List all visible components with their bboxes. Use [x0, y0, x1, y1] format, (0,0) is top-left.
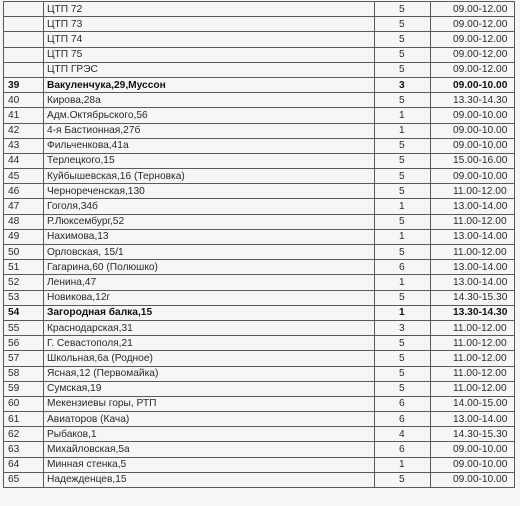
row-number-cell: 40	[4, 93, 44, 108]
count-cell: 6	[375, 412, 431, 427]
address-cell: Г. Севастополя,21	[44, 336, 375, 351]
time-cell: 09.00-10.00	[431, 123, 515, 138]
time-cell: 13.00-14.00	[431, 412, 515, 427]
count-cell: 1	[375, 108, 431, 123]
time-cell: 09.00-12.00	[431, 17, 515, 32]
time-cell: 13.00-14.00	[431, 229, 515, 244]
address-cell: Адм.Октябрьского,56	[44, 108, 375, 123]
count-cell: 6	[375, 396, 431, 411]
count-cell: 4	[375, 427, 431, 442]
table-row	[4, 336, 515, 351]
time-cell: 09.00-12.00	[431, 47, 515, 62]
table-row	[4, 123, 515, 138]
count-cell: 5	[375, 290, 431, 305]
address-cell: Нахимова,13	[44, 229, 375, 244]
row-number-cell: 48	[4, 214, 44, 229]
row-number-cell: 63	[4, 442, 44, 457]
row-number-cell	[4, 17, 44, 32]
row-number-cell: 50	[4, 245, 44, 260]
row-number-cell: 62	[4, 427, 44, 442]
count-cell: 5	[375, 62, 431, 77]
address-cell: Терлецкого,15	[44, 153, 375, 168]
row-number-cell: 61	[4, 412, 44, 427]
table-row	[4, 427, 515, 442]
count-cell: 5	[375, 32, 431, 47]
address-cell: Куйбышевская,16 (Терновка)	[44, 169, 375, 184]
time-cell: 13.30-14.30	[431, 305, 515, 320]
row-number-cell: 64	[4, 457, 44, 472]
time-cell: 11.00-12.00	[431, 184, 515, 199]
address-cell: Загородная балка,15	[44, 305, 375, 320]
count-cell: 6	[375, 442, 431, 457]
row-number-cell: 57	[4, 351, 44, 366]
count-cell: 5	[375, 93, 431, 108]
row-number-cell: 56	[4, 336, 44, 351]
row-number-cell: 41	[4, 108, 44, 123]
address-cell: Школьная,6а (Родное)	[44, 351, 375, 366]
count-cell: 1	[375, 199, 431, 214]
address-cell: Ленина,47	[44, 275, 375, 290]
table-row	[4, 199, 515, 214]
count-cell: 1	[375, 123, 431, 138]
time-cell: 09.00-10.00	[431, 442, 515, 457]
table-row	[4, 153, 515, 168]
time-cell: 15.00-16.00	[431, 153, 515, 168]
time-cell: 11.00-12.00	[431, 366, 515, 381]
table-row	[4, 77, 515, 92]
count-cell: 5	[375, 2, 431, 17]
table-row	[4, 245, 515, 260]
row-number-cell: 55	[4, 320, 44, 335]
time-cell: 09.00-10.00	[431, 138, 515, 153]
address-cell: Чернореченская,130	[44, 184, 375, 199]
count-cell: 5	[375, 169, 431, 184]
table-row	[4, 184, 515, 199]
table-row	[4, 290, 515, 305]
time-cell: 09.00-12.00	[431, 32, 515, 47]
table-row	[4, 138, 515, 153]
address-cell: 4-я Бастионная,27б	[44, 123, 375, 138]
address-cell: Ясная,12 (Первомайка)	[44, 366, 375, 381]
row-number-cell	[4, 47, 44, 62]
row-number-cell: 51	[4, 260, 44, 275]
row-number-cell: 43	[4, 138, 44, 153]
time-cell: 11.00-12.00	[431, 214, 515, 229]
time-cell: 09.00-12.00	[431, 62, 515, 77]
count-cell: 5	[375, 153, 431, 168]
row-number-cell: 65	[4, 472, 44, 487]
time-cell: 09.00-12.00	[431, 2, 515, 17]
count-cell: 1	[375, 275, 431, 290]
table-row	[4, 412, 515, 427]
table-row	[4, 442, 515, 457]
table-row	[4, 214, 515, 229]
row-number-cell: 44	[4, 153, 44, 168]
address-cell: ЦТП ГРЭС	[44, 62, 375, 77]
table-row	[4, 47, 515, 62]
table-row	[4, 351, 515, 366]
count-cell: 5	[375, 47, 431, 62]
count-cell: 1	[375, 229, 431, 244]
row-number-cell	[4, 62, 44, 77]
table-row	[4, 229, 515, 244]
table-row	[4, 32, 515, 47]
address-cell: Минная стенка,5	[44, 457, 375, 472]
row-number-cell: 49	[4, 229, 44, 244]
count-cell: 5	[375, 184, 431, 199]
count-cell: 5	[375, 214, 431, 229]
row-number-cell: 52	[4, 275, 44, 290]
row-number-cell: 59	[4, 381, 44, 396]
row-number-cell: 53	[4, 290, 44, 305]
count-cell: 5	[375, 17, 431, 32]
row-number-cell: 45	[4, 169, 44, 184]
row-number-cell: 60	[4, 396, 44, 411]
time-cell: 13.00-14.00	[431, 260, 515, 275]
time-cell: 14.00-15.00	[431, 396, 515, 411]
address-cell: Вакуленчука,29,Муссон	[44, 77, 375, 92]
address-cell: Новикова,12г	[44, 290, 375, 305]
time-cell: 11.00-12.00	[431, 351, 515, 366]
address-cell: ЦТП 74	[44, 32, 375, 47]
schedule-table-body	[4, 2, 515, 488]
row-number-cell: 42	[4, 123, 44, 138]
address-cell: Гоголя,34б	[44, 199, 375, 214]
time-cell: 13.30-14.30	[431, 93, 515, 108]
time-cell: 11.00-12.00	[431, 381, 515, 396]
table-row	[4, 472, 515, 487]
time-cell: 14.30-15.30	[431, 427, 515, 442]
address-cell: Надежденцев,15	[44, 472, 375, 487]
row-number-cell: 47	[4, 199, 44, 214]
time-cell: 09.00-10.00	[431, 169, 515, 184]
count-cell: 5	[375, 351, 431, 366]
address-cell: Авиаторов (Кача)	[44, 412, 375, 427]
table-row	[4, 305, 515, 320]
count-cell: 5	[375, 138, 431, 153]
count-cell: 5	[375, 472, 431, 487]
time-cell: 09.00-10.00	[431, 77, 515, 92]
table-row	[4, 169, 515, 184]
address-cell: ЦТП 73	[44, 17, 375, 32]
address-cell: Краснодарская,31	[44, 320, 375, 335]
table-row	[4, 366, 515, 381]
table-row	[4, 381, 515, 396]
address-cell: Орловская, 15/1	[44, 245, 375, 260]
count-cell: 5	[375, 336, 431, 351]
table-row	[4, 396, 515, 411]
time-cell: 13.00-14.00	[431, 199, 515, 214]
table-row	[4, 17, 515, 32]
address-cell: Михайловская,5а	[44, 442, 375, 457]
time-cell: 13.00-14.00	[431, 275, 515, 290]
address-cell: Гагарина,60 (Полюшко)	[44, 260, 375, 275]
row-number-cell	[4, 32, 44, 47]
time-cell: 11.00-12.00	[431, 320, 515, 335]
count-cell: 6	[375, 260, 431, 275]
address-cell: Р.Люксембург,52	[44, 214, 375, 229]
time-cell: 11.00-12.00	[431, 245, 515, 260]
time-cell: 11.00-12.00	[431, 336, 515, 351]
time-cell: 09.00-10.00	[431, 457, 515, 472]
count-cell: 5	[375, 366, 431, 381]
address-cell: Мекензиевы горы, РТП	[44, 396, 375, 411]
table-row	[4, 457, 515, 472]
row-number-cell: 46	[4, 184, 44, 199]
address-cell: Кирова,28а	[44, 93, 375, 108]
count-cell: 5	[375, 245, 431, 260]
count-cell: 1	[375, 457, 431, 472]
count-cell: 3	[375, 320, 431, 335]
address-cell: Рыбаков,1	[44, 427, 375, 442]
address-cell: Фильченкова,41а	[44, 138, 375, 153]
count-cell: 3	[375, 77, 431, 92]
address-cell: ЦТП 75	[44, 47, 375, 62]
row-number-cell: 54	[4, 305, 44, 320]
time-cell: 14.30-15.30	[431, 290, 515, 305]
address-cell: ЦТП 72	[44, 2, 375, 17]
count-cell: 1	[375, 305, 431, 320]
table-row	[4, 62, 515, 77]
table-row	[4, 275, 515, 290]
count-cell: 5	[375, 381, 431, 396]
schedule-table	[3, 1, 515, 488]
row-number-cell	[4, 2, 44, 17]
address-cell: Сумская,19	[44, 381, 375, 396]
table-row	[4, 320, 515, 335]
table-row	[4, 108, 515, 123]
time-cell: 09.00-10.00	[431, 108, 515, 123]
table-row	[4, 260, 515, 275]
row-number-cell: 58	[4, 366, 44, 381]
time-cell: 09.00-10.00	[431, 472, 515, 487]
table-row	[4, 2, 515, 17]
row-number-cell: 39	[4, 77, 44, 92]
table-row	[4, 93, 515, 108]
